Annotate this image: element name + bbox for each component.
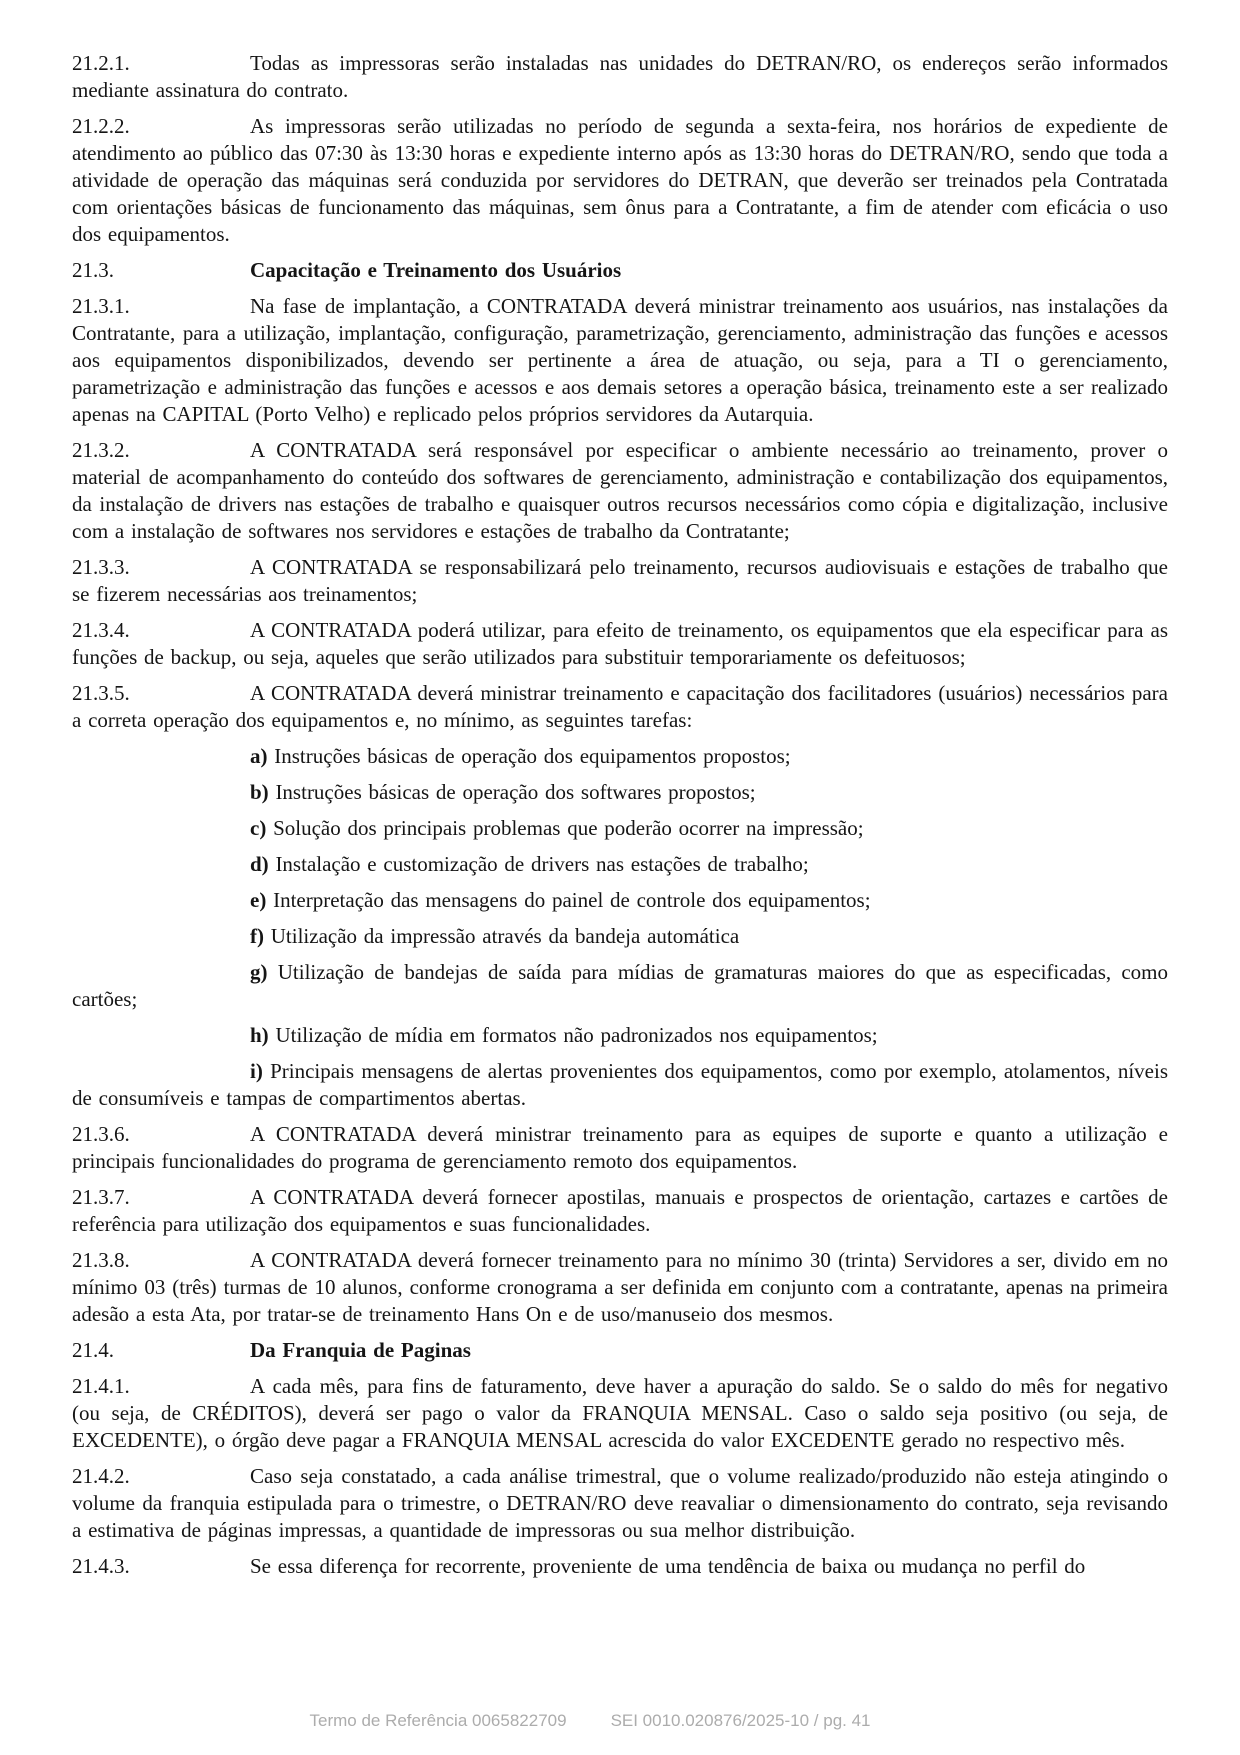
clause-21-3-7 [72,1184,1168,1238]
clause-21-3-3 [72,554,1168,608]
section-number: 21.3.5. [72,681,130,705]
section-number: 21.2.2. [72,114,130,138]
list-item-text: Interpretação das mensagens do painel de controle dos equipamentos; [273,888,871,912]
clause-text: A cada mês, para fins de faturamento, deve haver a apuração do saldo. Se o saldo do mês for negativo (ou seja, de CRÉDITOS), deverá ser pago o valor da FRANQUIA MENSAL. Caso o saldo seja positivo (ou seja, de EXCEDENTE), o órgão deve pagar a FRANQUIA MENSAL acrescida do valor EXCEDENTE gerado no respectivo mês. [72,1374,1168,1452]
list-item-text: Solução dos principais problemas que poderão ocorrer na impressão; [273,816,864,840]
list-item-letter: a) [250,744,268,768]
list-item-text: Instalação e customização de drivers nas estações de trabalho; [275,852,809,876]
footer-sei-page-label: SEI 0010.020876/2025-10 / pg. 41 [610,1711,871,1730]
section-number: 21.4. [72,1338,114,1362]
clause-21-3-8 [72,1247,1168,1328]
section-number: 21.3.6. [72,1122,130,1146]
clause-text: As impressoras serão utilizadas no período de segunda a sexta-feira, nos horários de expediente de atendimento ao público das 07:30 às 13:30 horas e expediente interno após as 13:30 horas do DETRAN/RO, sendo que toda a atividade de operação das máquinas será conduzida por servidores do DETRAN, que deverão ser treinados pela Contratada com orientações básicas de funcionamento das máquinas, sem ônus para a Contratante, a fim de atender com eficácia o uso dos equipamentos. [72,114,1168,246]
section-number: 21.2.1. [72,51,130,75]
clause-text: A CONTRATADA deverá ministrar treinamento para as equipes de suporte e quanto a utilização e principais funcionalidades do programa de gerenciamento remoto dos equipamentos. [72,1122,1168,1173]
list-item-letter: e) [250,888,267,912]
clause-text: Se essa diferença for recorrente, proveniente de uma tendência de baixa ou mudança no perfil do [250,1554,1086,1578]
list-item-c [72,815,1168,842]
section-number: 21.3.3. [72,555,130,579]
clause-21-4-2 [72,1463,1168,1544]
clause-21-3-2 [72,437,1168,545]
heading-21-4 [72,1337,1168,1364]
section-number: 21.3. [72,258,114,282]
list-item-text: Utilização de mídia em formatos não padronizados nos equipamentos; [275,1023,878,1047]
clause-21-2-2 [72,113,1168,248]
clause-text: Na fase de implantação, a CONTRATADA deverá ministrar treinamento aos usuários, nas instalações da Contratante, para a utilização, implantação, configuração, parametrização, gerenciamento, administração das funções e acessos aos equipamentos disponibilizados, devendo ser pertinente a área de atuação, ou seja, para a TI o gerenciamento, parametrização e administração das funções e acessos e aos demais setores a operação básica, treinamento este a ser realizado apenas na CAPITAL (Porto Velho) e replicado pelos próprios servidores da Autarquia. [72,294,1168,426]
heading-21-3 [72,257,1168,284]
clause-text: Caso seja constatado, a cada análise trimestral, que o volume realizado/produzido não esteja atingindo o volume da franquia estipulada para o trimestre, o DETRAN/RO deve reavaliar o dimensionamento do contrato, seja revisando a estimativa de páginas impressas, a quantidade de impressoras ou sua melhor distribuição. [72,1464,1168,1542]
section-heading-text: Capacitação e Treinamento dos Usuários [250,258,622,282]
clause-text: A CONTRATADA poderá utilizar, para efeito de treinamento, os equipamentos que ela especificar para as funções de backup, ou seja, aqueles que serão utilizados para substituir temporariamente os defeituosos; [72,618,1168,669]
section-number: 21.3.1. [72,294,130,318]
list-item-d [72,851,1168,878]
list-item-b [72,779,1168,806]
clause-21-3-5 [72,680,1168,734]
list-item-g [72,959,1168,1013]
clause-21-4-3 [72,1553,1168,1580]
list-item-h [72,1022,1168,1049]
section-heading-text: Da Franquia de Paginas [250,1338,471,1362]
section-number: 21.4.1. [72,1374,130,1398]
clause-21-4-1 [72,1373,1168,1454]
list-item-text: Utilização da impressão através da bandeja automática [270,924,740,948]
list-item-a [72,743,1168,770]
list-item-letter: d) [250,852,269,876]
list-item-e [72,887,1168,914]
clause-text: A CONTRATADA deverá ministrar treinamento e capacitação dos facilitadores (usuários) necessários para a correta operação dos equipamentos e, no mínimo, as seguintes tarefas: [72,681,1168,732]
clause-text: A CONTRATADA deverá fornecer apostilas, manuais e prospectos de orientação, cartazes e cartões de referência para utilização dos equipamentos e suas funcionalidades. [72,1185,1168,1236]
section-number: 21.3.4. [72,618,130,642]
list-item-letter: g) [250,960,268,984]
list-item-letter: b) [250,780,269,804]
list-item-letter: c) [250,816,267,840]
list-item-text: Instruções básicas de operação dos softwares propostos; [275,780,756,804]
list-item-text: Instruções básicas de operação dos equipamentos propostos; [274,744,791,768]
clause-21-3-1 [72,293,1168,428]
page-footer [0,1711,1210,1731]
section-number: 21.3.8. [72,1248,130,1272]
list-item-letter: h) [250,1023,269,1047]
clause-text: A CONTRATADA será responsável por especificar o ambiente necessário ao treinamento, prover o material de acompanhamento do conteúdo dos softwares de gerenciamento, administração e contabilização dos equipamentos, da instalação de drivers nas estações de trabalho e quaisquer outros recursos necessários como cópia e digitalização, inclusive com a instalação de softwares nos servidores e estações de trabalho da Contratante; [72,438,1168,543]
list-item-i [72,1058,1168,1112]
clause-21-3-4 [72,617,1168,671]
list-item-f [72,923,1168,950]
section-number: 21.4.3. [72,1554,130,1578]
footer-document-label: Termo de Referência 0065822709 [309,1711,567,1730]
list-item-text: Principais mensagens de alertas provenientes dos equipamentos, como por exemplo, atolamentos, níveis de consumíveis e tampas de compartimentos abertas. [72,1059,1168,1110]
clause-text: Todas as impressoras serão instaladas nas unidades do DETRAN/RO, os endereços serão informados mediante assinatura do contrato. [72,51,1168,102]
section-number: 21.3.7. [72,1185,130,1209]
section-number: 21.4.2. [72,1464,130,1488]
clause-text: A CONTRATADA se responsabilizará pelo treinamento, recursos audiovisuais e estações de trabalho que se fizerem necessárias aos treinamentos; [72,555,1168,606]
clause-21-2-1 [72,50,1168,104]
list-item-text: Utilização de bandejas de saída para mídias de gramaturas maiores do que as especificadas, como cartões; [72,960,1169,1011]
list-item-letter: i) [250,1059,263,1083]
section-number: 21.3.2. [72,438,130,462]
list-item-letter: f) [250,924,264,948]
clause-21-3-6 [72,1121,1168,1175]
clause-text: A CONTRATADA deverá fornecer treinamento para no mínimo 30 (trinta) Servidores a ser, divido em no mínimo 03 (três) turmas de 10 alunos, conforme cronograma a ser definida em conjunto com a contratante, apenas na primeira adesão a esta Ata, por tratar-se de treinamento Hans On e de uso/manuseio dos mesmos. [72,1248,1168,1326]
